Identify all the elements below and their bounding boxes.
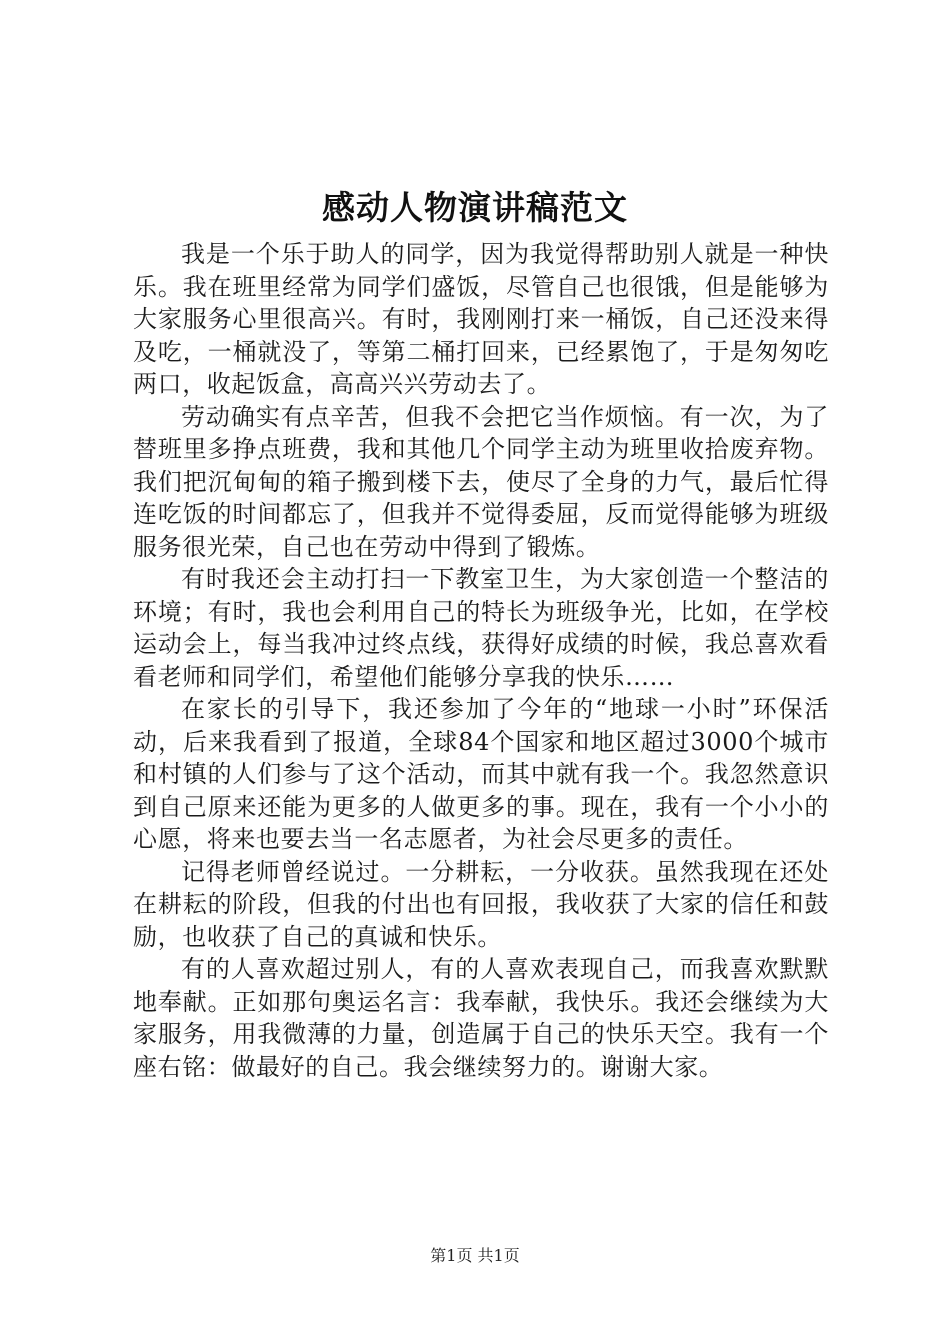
page-footer: 第1页 共1页 (430, 1246, 520, 1265)
paragraph-3: 有时我还会主动打扫一下教室卫生，为大家创造一个整洁的环境；有时，我也会利用自己的特长为班级争光，比如，在学校运动会上，每当我冲过终点线，获得好成绩的时候，我总喜欢看看老师和同学们，希望他们能够分享我的快乐…… (133, 565, 829, 691)
paragraph-2: 劳动确实有点辛苦，但我不会把它当作烦恼。有一次，为了替班里多挣点班费，我和其他几个同学主动为班里收拾废弃物。我们把沉甸甸的箱子搬到楼下去，使尽了全身的力气，最后忙得连吃饭的时间都忘了，但我并不觉得委屈，反而觉得能够为班级服务很光荣，自己也在劳动中得到了锻炼。 (133, 402, 829, 561)
paragraph-4: 在家长的引导下，我还参加了今年的“地球一小时”环保活动，后来我看到了报道，全球84个国家和地区超过3000个城市和村镇的人们参与了这个活动，而其中就有我一个。我忽然意识到自己原来还能为更多的人做更多的事。现在，我有一个小小的心愿，将来也要去当一名志愿者，为社会尽更多的责任。 (133, 695, 829, 853)
page-title: 感动人物演讲稿范文 (322, 188, 628, 227)
speech-body (133, 238, 829, 1083)
paragraph-5: 记得老师曾经说过。一分耕耘，一分收获。虽然我现在还处在耕耘的阶段，但我的付出也有回报，我收获了大家的信任和鼓励，也收获了自己的真诚和快乐。 (133, 857, 829, 951)
paragraph-6: 有的人喜欢超过别人，有的人喜欢表现自己，而我喜欢默默地奉献。正如那句奥运名言：我奉献，我快乐。我还会继续为大家服务，用我微薄的力量，创造属于自己的快乐天空。我有一个座右铭：做最好的自己。我会继续努力的。谢谢大家。 (133, 955, 829, 1081)
paragraph-1: 我是一个乐于助人的同学，因为我觉得帮助别人就是一种快乐。我在班里经常为同学们盛饭，尽管自己也很饿，但是能够为大家服务心里很高兴。有时，我刚刚打来一桶饭，自己还没来得及吃，一桶就没了，等第二桶打回来，已经累饱了，于是匆匆吃两口，收起饭盒，高高兴兴劳动去了。 (133, 240, 829, 398)
